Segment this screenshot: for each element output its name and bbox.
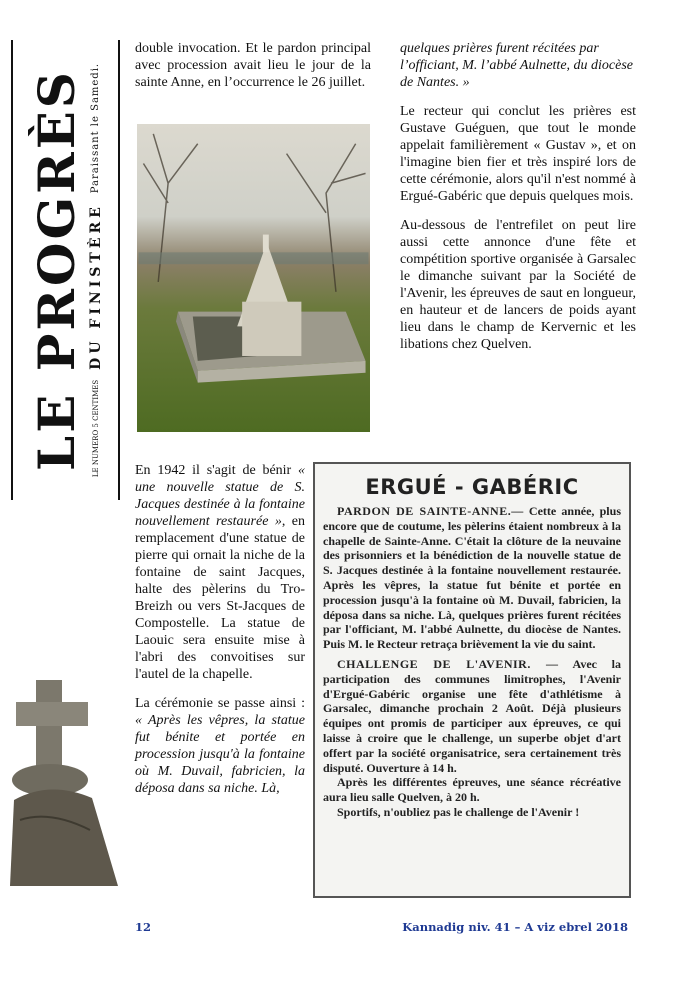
paragraph xyxy=(135,462,305,683)
clipping-article xyxy=(323,657,621,775)
article-text: Avec la participation des communes limitrophes, l'Avenir d'Ergué-Gabéric organise une fête d'athlétisme à Garsalec, dimanche prochain 2 Août. Déjà plusieurs équipes ont promis de participer aux épreuves, ce qui laisse à croire que le challenge, un superbe objet d'art offert par la société organisatrice, sera certainement très disputé. Ouverture à 14 h. xyxy=(323,656,621,775)
newspaper-clipping xyxy=(313,462,631,898)
paragraph: Le recteur qui conclut les prières est Gustave Guéguen, que tout le monde appelait familièrement « Gustav », et on l'imagine bien fier et très inspiré lors de cette cérémonie, alors qu'il n'est nommé à Ergué-Gabéric que depuis quelques mois. xyxy=(400,104,636,204)
article-title: CHALLENGE DE L'AVENIR. — xyxy=(337,656,559,671)
clipping-article: Sportifs, n'oubliez pas le challenge de l'Avenir ! xyxy=(337,804,580,819)
masthead-rule-left xyxy=(11,40,13,500)
issue-label: Kannadig niv. 41 – A viz ebrel 2018 xyxy=(402,920,628,934)
quote: « une nouvelle statue de S. Jacques destinée à la fontaine nouvellement restaurée » xyxy=(135,463,305,529)
masthead-frequency: Paraissant le Samedi. xyxy=(90,62,101,194)
masthead-rule-right xyxy=(118,40,120,500)
paragraph xyxy=(135,695,305,797)
quote: « Après les vêpres, la statue fut bénite et portée en procession jusqu'à la fontaine où M. Duvail, fabricien, la déposa dans sa niche. Là, xyxy=(135,713,305,796)
article-text: Cette année, plus encore que de coutume, les pèlerins étaient nombreux à la chapelle de Sainte-Anne. C'était la clôture de la neuvaine des prisonniers et la bénédiction de la nouvelle statue de S. Jacques destinée à la fontaine nouvellement restaurée. Après les vêpres, la statue fut bénite et portée en procession jusqu'à la fontaine où M. Duvail, fabricien, la déposa dans sa niche. Là, quelques prières furent récitées par l'officiant, M. l'abbé Aulnette, du diocèse de Nantes. Puis M. le Recteur retraça brièvement la vie du saint. xyxy=(323,504,621,652)
clipping-article xyxy=(323,504,621,652)
text: La cérémonie se passe ainsi : xyxy=(135,696,305,711)
stone-cross-photo xyxy=(0,680,125,886)
masthead-title: LE PROGRÈS xyxy=(27,69,86,471)
paragraph-quote: quelques prières furent récitées par l’officiant, M. l’abbé Aulnette, du diocèse de Nantes. » xyxy=(400,41,634,90)
column-1 xyxy=(135,40,371,103)
masthead-subtitle: DU FINISTÈRE xyxy=(88,203,104,370)
clipping-article: Après les différentes épreuves, une séance récréative aura lieu salle Quelven, à 20 h. xyxy=(323,775,621,805)
paragraph: Au-dessous de l'entrefilet on peut lire aussi cette annonce d'une fête et compétition sportive organisée à Garsalec le dimanche suivant par la Société de l'Avenir, les épreuves de saut en longueur, en hauteur et de lancers de poids ayant lieu dans le champ de Kervernic et les libations chez Quelven. xyxy=(400,218,636,352)
footer xyxy=(0,919,700,935)
masthead-price: LE NUMERO 5 CENTIMES xyxy=(92,379,100,478)
text: En 1942 il s'agit de bénir xyxy=(135,463,298,478)
masthead-logo xyxy=(14,40,118,500)
column-3 xyxy=(135,462,305,809)
clipping-heading: ERGUÉ - GABÉRIC xyxy=(365,475,579,499)
paragraph: double invocation. Et le pardon principal avec procession avait lieu le jour de la sainte Anne, en l’occurrence le 26 juillet. xyxy=(135,41,371,90)
column-2 xyxy=(400,40,636,365)
fountain-photo xyxy=(137,124,370,432)
article-title: PARDON DE SAINTE-ANNE.— xyxy=(337,504,524,518)
page-number: 12 xyxy=(135,920,152,934)
text: , en remplacement d'une statue de pierre qui ornait la niche de la fontaine de saint Jacques, halte des pèlerins du Tro-Breizh ou vers St-Jacques de Compostelle. La statue de Laouic sera ensuite mise à l'abri des convoitises sur l'autel de la chapelle. xyxy=(135,514,306,682)
